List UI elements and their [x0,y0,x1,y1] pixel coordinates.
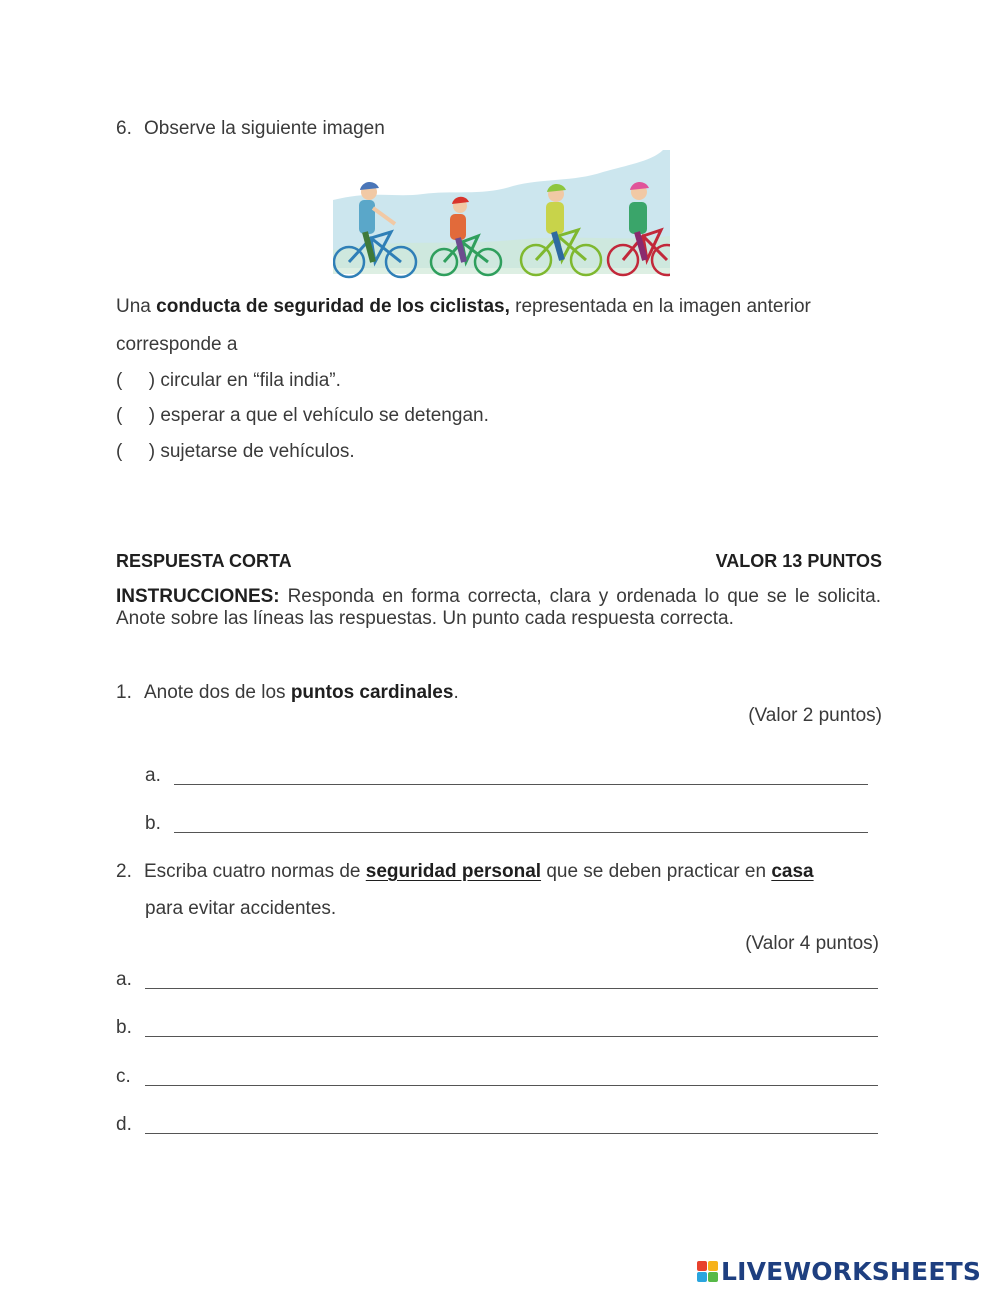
logo-square [697,1272,707,1282]
stem-text-start: Una [116,296,157,317]
question-6-stem [116,296,811,318]
answer-line-1b[interactable] [174,832,868,833]
option-answer-box[interactable]: ( ) [116,370,156,391]
question-bold-underlined: seguridad personal [365,861,542,882]
question-1-value: (Valor 2 puntos) [748,705,882,726]
option-text: circular en “fila india”. [160,370,341,391]
question-number: 2. [116,861,132,882]
logo-grid-icon [697,1261,718,1282]
instructions-text: Responda en forma correcta, clara y ordenada lo que se le solicita. Anote sobre las líneas las respuestas. Un punto cada respuesta correcta. [116,586,881,629]
question-2-line2: para evitar accidentes. [145,898,337,919]
option-3 [116,441,355,463]
option-1 [116,370,341,392]
question-bold-text: puntos cardinales [290,682,454,703]
question-text-mid: que se deben practicar en [541,861,772,882]
answer-line-2d[interactable] [145,1133,878,1134]
option-text: esperar a que el vehículo se detengan. [160,405,489,426]
answer-line-2a[interactable] [145,988,878,989]
stem-text-end: representada en la imagen anterior [509,296,811,317]
question-6-stem-line2: corresponde a [116,334,238,355]
option-answer-box[interactable]: ( ) [116,405,156,426]
logo-square [708,1261,718,1271]
answer-label: b. [116,1017,132,1038]
question-2-prompt [116,861,814,883]
question-2-value: (Valor 4 puntos) [745,933,879,954]
answer-label: a. [116,969,132,990]
option-answer-box[interactable]: ( ) [116,441,156,462]
question-number: 6. [116,118,132,139]
section-value: VALOR 13 PUNTOS [715,551,882,571]
logo-text: LIVEWORKSHEETS [721,1256,982,1286]
instructions-label: INSTRUCCIONES: [116,586,280,607]
question-text: Observe la siguiente imagen [144,118,385,139]
cyclists-image [333,150,670,280]
question-1-prompt [116,682,459,704]
answer-line-1a[interactable] [174,784,868,785]
answer-line-2c[interactable] [145,1085,878,1086]
cyclists-illustration [333,150,670,280]
question-text: Anote dos de los [144,682,291,703]
question-text-end: . [453,682,459,703]
answer-label: a. [145,765,161,786]
question-6-prompt [116,118,385,140]
option-2 [116,405,489,427]
answer-line-2b[interactable] [145,1036,878,1037]
option-text: sujetarse de vehículos. [160,441,355,462]
question-text: Escriba cuatro normas de [144,861,366,882]
answer-label: c. [116,1066,131,1087]
question-number: 1. [116,682,132,703]
question-bold-underlined: casa [771,861,814,882]
stem-bold-text: conducta de seguridad de los ciclistas, [156,296,510,317]
section-title: RESPUESTA CORTA [116,551,292,571]
logo-square [708,1272,718,1282]
instructions [116,586,881,630]
liveworksheets-logo[interactable] [697,1254,981,1288]
answer-label: d. [116,1114,132,1135]
answer-label: b. [145,813,161,834]
logo-square [697,1261,707,1271]
